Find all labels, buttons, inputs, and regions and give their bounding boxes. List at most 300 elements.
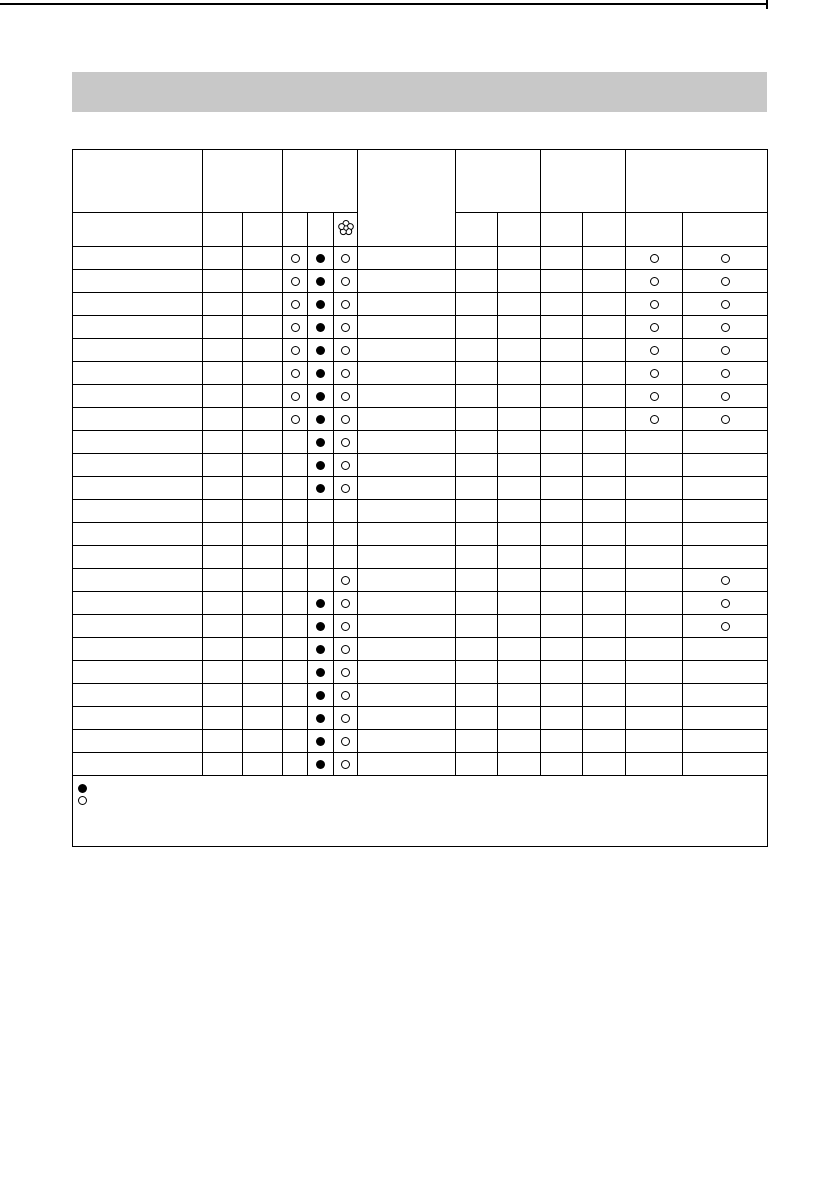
table-cell: [283, 408, 308, 431]
table-cell: [334, 753, 358, 776]
table-cell: [283, 270, 308, 293]
legend-item: [78, 782, 767, 794]
table-row: [73, 385, 768, 408]
header-cell: [583, 213, 626, 247]
table-row: [73, 454, 768, 477]
table-cell: [308, 523, 334, 546]
table-cell: [358, 385, 456, 408]
table-cell: [334, 454, 358, 477]
table-cell: [283, 638, 308, 661]
table-cell: [541, 293, 583, 316]
table-cell: [358, 569, 456, 592]
top-rule: [0, 0, 768, 9]
open-circle-icon: [341, 668, 350, 677]
filled-circle-icon: [316, 760, 325, 769]
open-circle-icon: [650, 254, 659, 263]
table-cell: [334, 339, 358, 362]
table-cell: [334, 477, 358, 500]
table-cell: [334, 684, 358, 707]
table-cell: [243, 615, 283, 638]
table-cell: [541, 270, 583, 293]
table-cell: [456, 523, 498, 546]
table-cell: [203, 707, 243, 730]
open-circle-icon: [721, 254, 730, 263]
table-cell: [626, 523, 683, 546]
table-cell: [498, 454, 541, 477]
open-circle-icon: [341, 323, 350, 332]
table-cell: [73, 339, 203, 362]
table-cell: [498, 316, 541, 339]
table-cell: [334, 362, 358, 385]
table-cell: [456, 477, 498, 500]
table-cell: [358, 408, 456, 431]
table-cell: [626, 615, 683, 638]
table-row: [73, 638, 768, 661]
table-cell: [683, 385, 768, 408]
table-cell: [203, 753, 243, 776]
header-cell: [626, 213, 683, 247]
table-cell: [456, 500, 498, 523]
table-row: [73, 523, 768, 546]
open-circle-icon: [721, 323, 730, 332]
table-cell: [283, 339, 308, 362]
table-cell: [73, 316, 203, 339]
table-cell: [683, 408, 768, 431]
table-cell: [583, 753, 626, 776]
open-circle-icon: [650, 346, 659, 355]
table-cell: [243, 270, 283, 293]
header-cell: [243, 213, 283, 247]
table-cell: [334, 707, 358, 730]
table-cell: [73, 408, 203, 431]
table-cell: [358, 270, 456, 293]
table-cell: [334, 431, 358, 454]
table-cell: [243, 638, 283, 661]
table-cell: [683, 477, 768, 500]
table-cell: [243, 408, 283, 431]
table-cell: [498, 477, 541, 500]
table-cell: [498, 247, 541, 270]
table-cell: [203, 638, 243, 661]
table-row: [73, 684, 768, 707]
table-cell: [683, 247, 768, 270]
open-circle-icon: [341, 369, 350, 378]
table-cell: [583, 546, 626, 569]
header-row-1: [73, 150, 768, 213]
header-cell: [456, 150, 541, 213]
table-cell: [358, 431, 456, 454]
program-table: [72, 149, 768, 847]
table-cell: [498, 707, 541, 730]
table-cell: [73, 707, 203, 730]
table-cell: [308, 661, 334, 684]
table-cell: [541, 431, 583, 454]
filled-circle-icon: [316, 714, 325, 723]
table-row: [73, 661, 768, 684]
filled-circle-icon: [316, 415, 325, 424]
table-cell: [626, 316, 683, 339]
table-cell: [498, 408, 541, 431]
table-cell: [456, 730, 498, 753]
table-cell: [498, 661, 541, 684]
table-cell: [541, 454, 583, 477]
filled-circle-icon: [316, 392, 325, 401]
open-circle-icon: [341, 622, 350, 631]
table-cell: [73, 730, 203, 753]
table-cell: [683, 615, 768, 638]
filled-circle-icon: [316, 691, 325, 700]
open-circle-icon: [291, 392, 300, 401]
table-row: [73, 293, 768, 316]
table-cell: [73, 362, 203, 385]
table-cell: [243, 431, 283, 454]
table-cell: [498, 385, 541, 408]
table-cell: [358, 730, 456, 753]
open-circle-icon: [721, 346, 730, 355]
table-cell: [456, 454, 498, 477]
table-cell: [308, 707, 334, 730]
table-cell: [583, 477, 626, 500]
table-cell: [308, 339, 334, 362]
table-cell: [683, 753, 768, 776]
table-cell: [456, 385, 498, 408]
table-cell: [334, 615, 358, 638]
table-cell: [583, 569, 626, 592]
table-cell: [243, 661, 283, 684]
section-header-band: [72, 72, 767, 112]
table-cell: [334, 592, 358, 615]
header-cell: [73, 150, 203, 213]
table-cell: [73, 247, 203, 270]
header-cell: [203, 213, 243, 247]
table-cell: [498, 730, 541, 753]
open-circle-icon: [650, 300, 659, 309]
table-cell: [283, 684, 308, 707]
table-cell: [283, 753, 308, 776]
table-cell: [626, 546, 683, 569]
table-cell: [358, 615, 456, 638]
open-circle-icon: [341, 438, 350, 447]
table-cell: [683, 546, 768, 569]
header-cell: [626, 150, 768, 213]
open-circle-icon: [291, 300, 300, 309]
open-circle-icon: [78, 796, 87, 805]
table-cell: [541, 247, 583, 270]
table-cell: [541, 707, 583, 730]
open-circle-icon: [650, 369, 659, 378]
table-cell: [283, 569, 308, 592]
table-cell: [308, 408, 334, 431]
table-cell: [626, 293, 683, 316]
table-cell: [283, 477, 308, 500]
table-cell: [626, 339, 683, 362]
table-cell: [683, 293, 768, 316]
table-cell: [73, 615, 203, 638]
table-row: [73, 730, 768, 753]
table-cell: [626, 730, 683, 753]
table-cell: [203, 408, 243, 431]
table-cell: [203, 546, 243, 569]
table-cell: [583, 500, 626, 523]
table-cell: [498, 569, 541, 592]
open-circle-icon: [721, 599, 730, 608]
table-cell: [283, 454, 308, 477]
open-circle-icon: [721, 415, 730, 424]
table-row: [73, 408, 768, 431]
table-cell: [283, 500, 308, 523]
table-cell: [308, 592, 334, 615]
header-cell: [203, 150, 283, 213]
table-cell: [73, 684, 203, 707]
table-cell: [334, 316, 358, 339]
table-cell: [73, 270, 203, 293]
table-cell: [334, 385, 358, 408]
table-cell: [243, 730, 283, 753]
table-cell: [358, 684, 456, 707]
table-cell: [308, 362, 334, 385]
table-cell: [683, 730, 768, 753]
table-cell: [308, 753, 334, 776]
table-cell: [243, 454, 283, 477]
open-circle-icon: [721, 392, 730, 401]
table-cell: [583, 431, 626, 454]
table-cell: [583, 454, 626, 477]
table-cell: [583, 385, 626, 408]
table-cell: [583, 615, 626, 638]
table-cell: [541, 661, 583, 684]
table-cell: [541, 638, 583, 661]
table-cell: [243, 339, 283, 362]
table-cell: [498, 638, 541, 661]
table-cell: [73, 385, 203, 408]
table-cell: [283, 592, 308, 615]
table-cell: [283, 431, 308, 454]
table-cell: [73, 431, 203, 454]
table-cell: [626, 408, 683, 431]
table-cell: [203, 362, 243, 385]
table-cell: [626, 454, 683, 477]
table-cell: [456, 293, 498, 316]
table-row: [73, 270, 768, 293]
table-cell: [283, 730, 308, 753]
table-cell: [358, 707, 456, 730]
table-cell: [626, 270, 683, 293]
table-cell: [626, 707, 683, 730]
header-cell: [541, 150, 626, 213]
table-cell: [583, 339, 626, 362]
open-circle-icon: [341, 415, 350, 424]
open-circle-icon: [341, 300, 350, 309]
table-cell: [626, 753, 683, 776]
open-circle-icon: [650, 392, 659, 401]
open-circle-icon: [721, 277, 730, 286]
table-cell: [541, 546, 583, 569]
table-cell: [456, 569, 498, 592]
table-cell: [358, 592, 456, 615]
table-cell: [334, 546, 358, 569]
table-cell: [308, 546, 334, 569]
table-cell: [541, 316, 583, 339]
table-cell: [626, 431, 683, 454]
table-cell: [541, 615, 583, 638]
table-cell: [203, 339, 243, 362]
table-cell: [203, 523, 243, 546]
table-cell: [73, 661, 203, 684]
table-row: [73, 592, 768, 615]
table-cell: [243, 753, 283, 776]
table-cell: [583, 592, 626, 615]
table-cell: [334, 661, 358, 684]
table-cell: [243, 569, 283, 592]
table-cell: [334, 523, 358, 546]
table-cell: [541, 477, 583, 500]
table-cell: [73, 477, 203, 500]
table-cell: [683, 316, 768, 339]
filled-circle-icon: [316, 668, 325, 677]
table-cell: [456, 247, 498, 270]
filled-circle-icon: [316, 323, 325, 332]
open-circle-icon: [341, 346, 350, 355]
table-cell: [498, 500, 541, 523]
filled-circle-icon: [316, 369, 325, 378]
table-cell: [498, 523, 541, 546]
table-cell: [541, 385, 583, 408]
header-cell: [456, 213, 498, 247]
table-cell: [283, 546, 308, 569]
header-cell: [498, 213, 541, 247]
table-cell: [308, 730, 334, 753]
open-circle-icon: [341, 576, 350, 585]
table-cell: [456, 707, 498, 730]
table-cell: [283, 362, 308, 385]
table-cell: [203, 569, 243, 592]
table-cell: [626, 247, 683, 270]
table-cell: [626, 592, 683, 615]
filled-circle-icon: [316, 599, 325, 608]
table-cell: [243, 592, 283, 615]
table-cell: [283, 385, 308, 408]
filled-circle-icon: [316, 737, 325, 746]
open-circle-icon: [341, 645, 350, 654]
table-cell: [203, 385, 243, 408]
table-cell: [203, 293, 243, 316]
table-cell: [456, 362, 498, 385]
table-cell: [683, 500, 768, 523]
open-circle-icon: [341, 484, 350, 493]
table-cell: [583, 730, 626, 753]
table-cell: [308, 454, 334, 477]
table-cell: [358, 523, 456, 546]
table-cell: [541, 730, 583, 753]
table-cell: [683, 270, 768, 293]
table-cell: [308, 431, 334, 454]
table-cell: [498, 592, 541, 615]
open-circle-icon: [341, 254, 350, 263]
table-cell: [203, 500, 243, 523]
open-circle-icon: [341, 277, 350, 286]
table-cell: [283, 615, 308, 638]
open-circle-icon: [291, 415, 300, 424]
filled-circle-icon: [316, 484, 325, 493]
table-cell: [308, 247, 334, 270]
table-cell: [683, 569, 768, 592]
table-row: [73, 615, 768, 638]
table-cell: [334, 247, 358, 270]
table-cell: [358, 638, 456, 661]
table-cell: [583, 707, 626, 730]
program-table-body: [73, 150, 768, 847]
table-cell: [498, 293, 541, 316]
table-cell: [583, 661, 626, 684]
open-circle-icon: [650, 277, 659, 286]
table-row: [73, 753, 768, 776]
header-cell: [283, 213, 308, 247]
table-cell: [283, 661, 308, 684]
open-circle-icon: [341, 714, 350, 723]
table-cell: [308, 569, 334, 592]
table-cell: [583, 247, 626, 270]
table-cell: [583, 408, 626, 431]
open-circle-icon: [650, 415, 659, 424]
table-cell: [203, 684, 243, 707]
open-circle-icon: [291, 323, 300, 332]
table-cell: [626, 385, 683, 408]
table-cell: [283, 523, 308, 546]
table-cell: [243, 707, 283, 730]
table-cell: [243, 247, 283, 270]
table-row: [73, 546, 768, 569]
table-cell: [683, 339, 768, 362]
open-circle-icon: [341, 760, 350, 769]
table-cell: [583, 638, 626, 661]
table-cell: [456, 592, 498, 615]
table-cell: [203, 730, 243, 753]
table-cell: [334, 270, 358, 293]
table-cell: [456, 753, 498, 776]
table-cell: [308, 684, 334, 707]
table-cell: [334, 408, 358, 431]
table-cell: [308, 615, 334, 638]
open-circle-icon: [291, 346, 300, 355]
open-circle-icon: [341, 392, 350, 401]
table-cell: [358, 316, 456, 339]
legend-cell: [73, 776, 768, 847]
table-row: [73, 431, 768, 454]
table-cell: [203, 247, 243, 270]
table-cell: [541, 753, 583, 776]
table-cell: [73, 500, 203, 523]
table-cell: [203, 431, 243, 454]
open-circle-icon: [721, 369, 730, 378]
header-cell: [308, 213, 334, 247]
table-cell: [358, 247, 456, 270]
table-cell: [243, 293, 283, 316]
table-cell: [308, 500, 334, 523]
open-circle-icon: [721, 622, 730, 631]
table-cell: [73, 454, 203, 477]
table-cell: [203, 316, 243, 339]
table-cell: [243, 316, 283, 339]
table-cell: [243, 385, 283, 408]
table-cell: [683, 431, 768, 454]
table-cell: [541, 684, 583, 707]
table-cell: [541, 408, 583, 431]
table-cell: [283, 707, 308, 730]
table-cell: [498, 339, 541, 362]
table-cell: [498, 684, 541, 707]
legend-item: [78, 794, 767, 806]
table-cell: [456, 615, 498, 638]
